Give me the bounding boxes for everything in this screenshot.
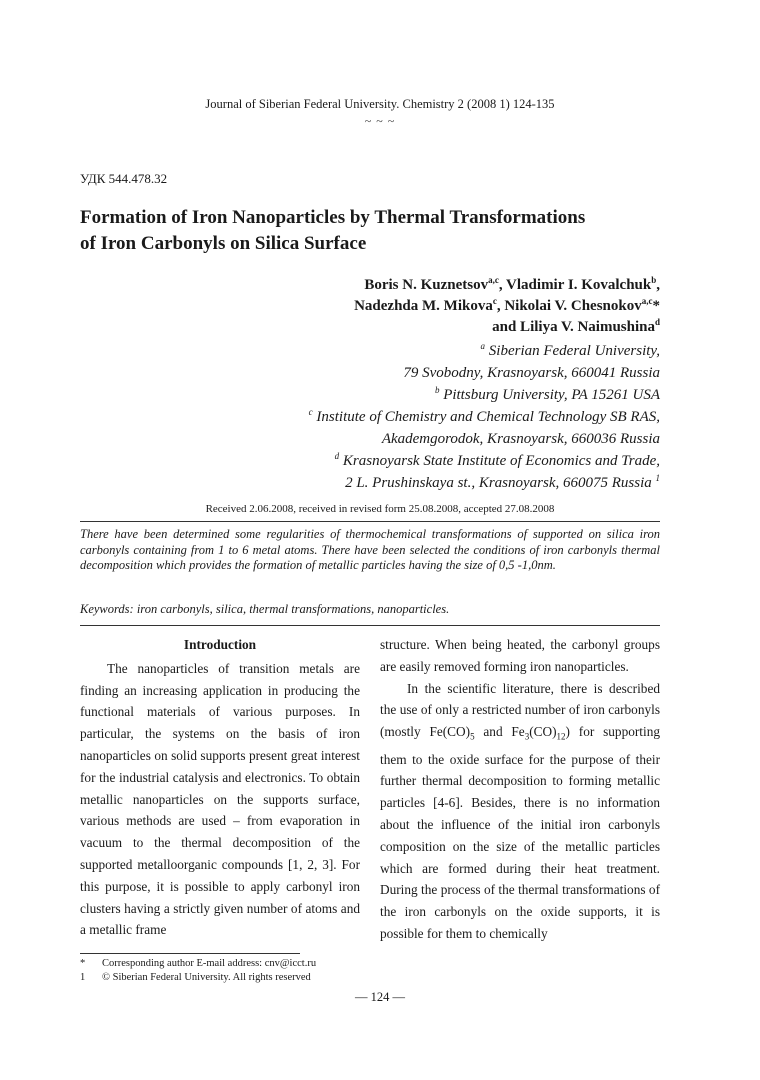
affil-text: Krasnoyarsk State Institute of Economics and Trade, [339,453,660,469]
abstract-top-rule [80,521,660,522]
footnote-mark: 1 [655,473,660,483]
affiliation-d [309,450,660,472]
text-run: (CO) [529,724,557,740]
affil-text: Siberian Federal University, [485,343,660,359]
author-line-2 [354,296,660,317]
author-line-3 [354,317,660,338]
author-separator: , [656,277,660,293]
text-run: ) for supporting them to the oxide surface for the purpose of their further thermal decomposition to forming metallic particles [4-6]. Besides, there is no information about the influence of the initial iron carbonyls composition on the size of the metallic particles which are formed during their heat treatment. During the process of the thermal transformations of the iron carbonyls on the oxide supports, it is possible for them to chemically [380,724,660,942]
subscript: 3 [524,731,530,742]
affil-mark: b [434,385,440,395]
affiliation-d-address [309,472,660,494]
intro-paragraph-1: The nanoparticles of transition metals are finding an increasing application in producing the functional materials of various purposes. In particular, the systems on the basis of iron nanoparticles on solid supports present great interest for the industrial catalysis and electronics. To obtain metallic nanoparticles on the supports surface, various methods are used – from evaporation in vacuum to the thermal decomposition of the supported metalloorganic compounds [1, 2, 3]. For this purpose, it is possible to apply carbonyl iron clusters having a strictly given number of atoms and a metallic frame [80,660,360,938]
affiliation-c-address: Akademgorodok, Krasnoyarsk, 660036 Russia [381,431,660,447]
abstract-bottom-rule [80,625,660,626]
affil-mark: c [308,407,313,417]
udk-code: УДК 544.478.32 [80,171,168,186]
footnote-text: Corresponding author E-mail address: cnv@icct.ru [102,958,317,969]
footnote-mark: 1 [80,972,86,983]
author-name: Nadezhda M. Mikova [354,298,493,314]
paper-title [80,205,680,257]
footnote-copyright [80,971,316,985]
header-separator: ~ ~ ~ [364,114,396,128]
author-list [354,275,660,338]
subscript: 5 [470,731,475,742]
author-name: Boris N. Kuznetsov [364,277,489,293]
page-number: — 124 — [355,990,405,1004]
affil-text: Institute of Chemistry and Chemical Technology SB RAS, [312,409,660,425]
author-affil-mark: c [492,296,497,306]
subscript: 12 [556,731,566,742]
affil-mark: d [334,451,340,461]
author-name: and Liliya V. Naimushina [492,319,655,335]
section-heading-introduction: Introduction [183,637,257,652]
affiliation-b [309,384,660,406]
text-run: and Fe [474,724,525,740]
affil-text: 2 L. Prushinskaya st., Krasnoyarsk, 660075 Russia [345,475,656,491]
author-name: , Vladimir I. Kovalchuk [498,277,652,293]
author-line-1 [354,275,660,296]
affiliations [309,340,660,494]
affil-text: Pittsburg University, PA 15261 USA [439,387,660,403]
author-affil-mark: b [651,275,657,285]
abstract: There have been determined some regularities of thermochemical transformations of supported on silica iron carbonyls containing from 1 to 6 metal atoms. There have been selected the conditions of iron carbonyls thermal decomposition which provides the formation of metallic particles having the size of 0,5 -1,0nm. [80,527,660,572]
author-affil-mark: a,c [488,275,499,285]
footnote-text: © Siberian Federal University. All rights reserved [102,972,311,983]
author-affil-mark: d [654,317,660,327]
author-affil-mark: a,c [641,296,653,306]
footnote-mark: * [80,958,86,969]
title-line-1: Formation of Iron Nanoparticles by Thermal Transformations [80,207,586,228]
intro-paragraph-1-continued: structure. When being heated, the carbonyl groups are easily removed forming iron nanoparticles. [380,637,660,674]
keywords: Keywords: iron carbonyls, silica, thermal transformations, nanoparticles. [80,602,450,616]
corresponding-mark: * [652,298,660,314]
title-line-2: of Iron Carbonyls on Silica Surface [80,233,367,254]
journal-header: Journal of Siberian Federal University. Chemistry 2 (2008 1) 124-135 [205,97,555,111]
footnotes [80,957,316,985]
footnote-rule [80,953,300,954]
author-name: , Nikolai V. Chesnokov [496,298,642,314]
footnote-corresponding [80,957,316,971]
affiliation-c [309,406,660,428]
affiliation-a [309,340,660,362]
intro-paragraph-2 [380,678,660,945]
left-column [80,634,360,941]
text-run: In the scientific literature, there is described the use of only a restricted number of iron carbonyls (mostly Fe(CO) [380,680,660,740]
received-dates: Received 2.06.2008, received in revised form 25.08.2008, accepted 27.08.2008 [205,503,555,515]
affiliation-a-address: 79 Svobodny, Krasnoyarsk, 660041 Russia [403,365,660,381]
right-column [380,634,660,945]
affil-mark: a [480,341,486,351]
